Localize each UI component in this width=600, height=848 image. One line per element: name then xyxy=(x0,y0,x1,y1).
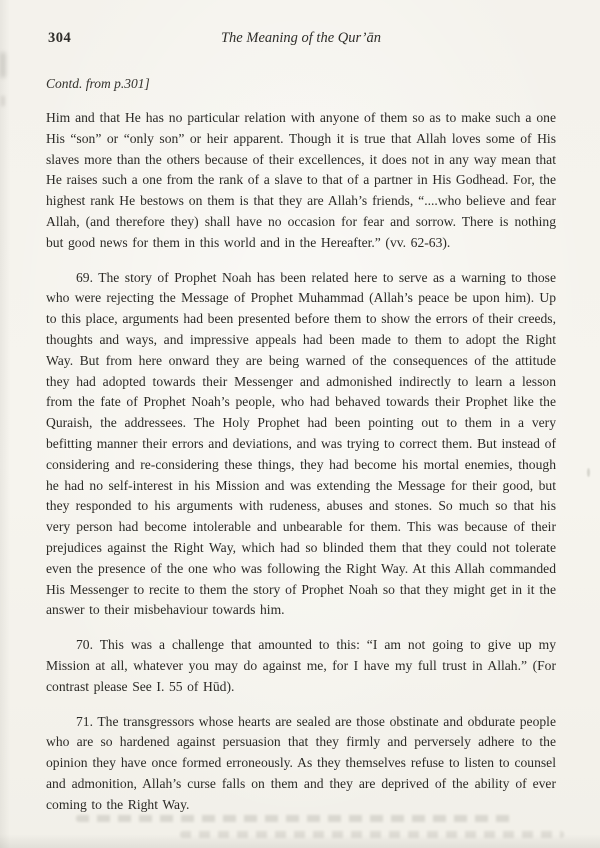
paragraph-note-69: 69. The story of Prophet Noah has been related here to serve as a warning to those who were rejecting the Message of Prophet Muhammad (Allah’s peace be upon him). Up to this place, arguments had been presented before them to show the errors of their creeds, thoughts and ways, and impressive appeals had been made to them to adopt the Right Way. But from here onward they are being warned of the consequences of the attitude they had adopted towards their Messenger and admonished indirectly to learn a lesson from the fate of Prophet Noah’s people, who had behaved towards their Prophet like the Quraish, the addressees. The Holy Prophet had been pointing out to them in a very befitting manner their errors and deviations, and was trying to correct them. But instead of considering and re-considering these things, they had become his mortal enemies, though he had no self-interest in his Mission and was extending the Message for their good, but they responded to his arguments with rudeness, abuses and stones. So much so that his very person had become intolerable and unbearable for them. This was because of their prejudices against the Right Way, which had so blinded them that they could not tolerate even the presence of the one who was following the Right Way. At this Allah commanded His Messenger to recite to them the story of Prophet Noah so that they might get in it the answer to their misbehaviour towards him. xyxy=(46,269,556,618)
continuation-note: Contd. from p.301] xyxy=(46,76,150,91)
scan-edge-shading xyxy=(0,834,600,848)
scan-ghost-text xyxy=(76,815,516,822)
running-title: The Meaning of the Qur’ān xyxy=(220,30,382,46)
scan-edge-shading xyxy=(0,0,10,848)
scan-smudge xyxy=(1,96,5,106)
page-number: 304 xyxy=(48,30,72,46)
page-header xyxy=(46,30,556,54)
scan-speck xyxy=(587,468,590,477)
paragraph-note-71: 71. The transgressors whose hearts are sealed are those obstinate and obdurate people who are so hardened against persuasion that they firmly and perversely adhere to the opinion they have once formed erroneously. As they themselves refuse to listen to counsel and admonition, Allah’s curse falls on them and they are deprived of the ability of ever coming to the Right Way. xyxy=(46,713,556,812)
scan-ghost-text xyxy=(180,831,564,838)
scan-smudge xyxy=(0,52,6,78)
paragraph-continuation: Him and that He has no particular relation with anyone of them so as to make such a one His “son” or “only son” or heir apparent. Though it is true that Allah loves some of His slaves more than the others because of their excellences, it does not in any way mean that He raises such a one from the rank of a slave to that of a partner in His Godhead. For, the highest rank He bestows on them is that they are Allah’s friends, “....who believe and fear Allah, (and therefore they) shall have no occasion for fear and sorrow. There is nothing but good news for them in this world and in the Hereafter.” (vv. 62-63). xyxy=(46,110,556,250)
paragraph-note-70: 70. This was a challenge that amounted to this: “I am not going to give up my Mission at all, whatever you may do against me, for I have my full trust in Allah.” (For contrast please See I. 55 of Hūd). xyxy=(46,637,556,694)
